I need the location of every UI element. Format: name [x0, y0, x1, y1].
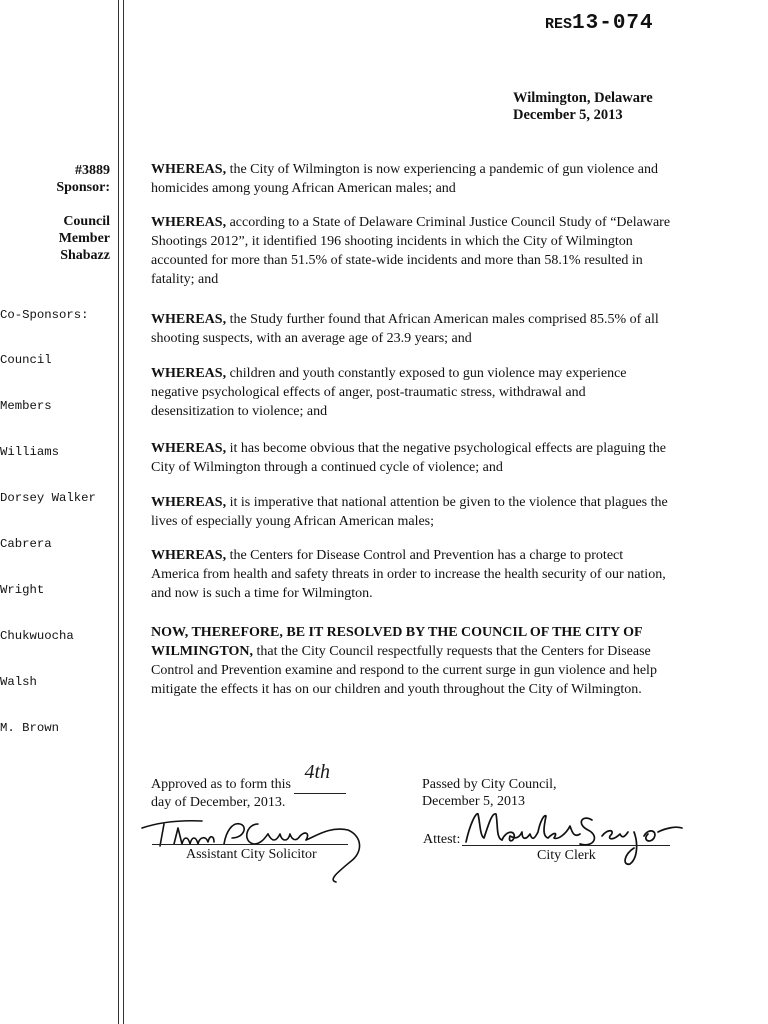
whereas-text: the Centers for Disease Control and Prevention has a charge to protect America from health and safety threats in order to increase the health security of our nation, and now is such a time for Wilmington.	[151, 548, 666, 601]
handwritten-day: 4th	[304, 761, 331, 783]
bill-number-block	[46, 162, 110, 196]
whereas-text: according to a State of Delaware Criminal Justice Council Study of “Delaware Shootings 2012”, it identified 196 shooting incidents in which the City of Wilmington accounted for more than 51.5% of state-wide incidents and more than 58.1% resulted in fatality; and	[151, 215, 671, 287]
whereas-lead: WHEREAS,	[151, 162, 227, 177]
cosponsor-line: Wright	[0, 582, 45, 597]
whereas-paragraph	[151, 439, 671, 477]
resolution-number	[545, 12, 654, 35]
whereas-paragraph	[151, 213, 671, 289]
attest-label: Attest:	[423, 832, 461, 847]
whereas-lead: WHEREAS,	[151, 548, 227, 563]
sponsor-heading: Sponsor:	[56, 180, 110, 195]
whereas-lead: WHEREAS,	[151, 215, 227, 230]
approved-line2: day of December, 2013.	[151, 795, 286, 810]
clerk-signature-line	[462, 845, 670, 846]
whereas-paragraph	[151, 160, 671, 198]
cosponsor-line: Cabrera	[0, 537, 52, 552]
whereas-text: it is imperative that national attention be given to the violence that plagues the lives of especially young African American males;	[151, 495, 668, 529]
cosponsor-line: Chukwuocha	[0, 628, 74, 643]
passed-line1: Passed by City Council,	[422, 777, 557, 792]
whereas-text: it has become obvious that the negative psychological effects are plaguing the City of Wilmington through a continued cycle of violence; and	[151, 441, 666, 475]
cosponsor-line: Members	[0, 399, 52, 414]
cosponsor-line: Dorsey Walker	[0, 491, 96, 506]
cosponsor-line: Walsh	[0, 674, 37, 689]
solicitor-signature	[140, 806, 375, 886]
bill-number: #3889	[75, 163, 110, 178]
whereas-text: the City of Wilmington is now experiencing a pandemic of gun violence and homicides among young African American males; and	[151, 162, 658, 196]
left-margin-rule-inner	[123, 0, 124, 1024]
cosponsors-list	[0, 277, 96, 751]
sponsor-line: Shabazz	[60, 248, 110, 263]
day-blank	[294, 761, 346, 794]
city-line: Wilmington, Delaware	[513, 90, 653, 106]
whereas-paragraph	[151, 364, 671, 421]
solicitor-title: Assistant City Solicitor	[186, 847, 317, 862]
resolution-number-value: 13-074	[572, 12, 654, 35]
resolved-paragraph	[151, 623, 671, 699]
whereas-paragraph	[151, 310, 671, 348]
whereas-lead: WHEREAS,	[151, 495, 227, 510]
whereas-paragraph	[151, 493, 671, 531]
resolution-prefix: RES	[545, 16, 573, 33]
cosponsors-heading: Co-Sponsors:	[0, 307, 89, 322]
whereas-paragraph	[151, 546, 671, 603]
date-line: December 5, 2013	[513, 107, 623, 123]
left-margin-rule	[118, 0, 119, 1024]
place-date-block	[513, 90, 653, 124]
solicitor-signature-line	[152, 844, 348, 845]
passed-line2: December 5, 2013	[422, 794, 526, 809]
cosponsor-line: M. Brown	[0, 720, 60, 735]
whereas-lead: WHEREAS,	[151, 441, 227, 456]
clerk-title: City Clerk	[537, 848, 596, 863]
approved-text: Approved as to form this	[151, 777, 291, 792]
whereas-lead: WHEREAS,	[151, 312, 227, 327]
resolved-lead: NOW, THEREFORE, BE IT RESOLVED BY THE COUNCIL OF THE CITY OF WILMINGTON,	[151, 625, 643, 659]
whereas-lead: WHEREAS,	[151, 366, 227, 381]
resolved-text: that the City Council respectfully requests that the Centers for Disease Control and Prevention examine and respond to the current surge in gun violence and help mitigate the effects it has on our children and youth throughout the City of Wilmington.	[151, 644, 657, 697]
sponsor-line: Member	[58, 231, 110, 246]
whereas-text: children and youth constantly exposed to gun violence may experience negative psychological effects of anger, post-traumatic stress, withdrawal and desensitization to violence; and	[151, 366, 627, 419]
sponsor-block	[40, 213, 110, 264]
whereas-text: the Study further found that African American males comprised 85.5% of all shooting suspects, with an average age of 23.9 years; and	[151, 312, 659, 346]
sponsor-line: Council	[63, 214, 110, 229]
cosponsor-line: Council	[0, 353, 52, 368]
cosponsor-line: Williams	[0, 445, 60, 460]
